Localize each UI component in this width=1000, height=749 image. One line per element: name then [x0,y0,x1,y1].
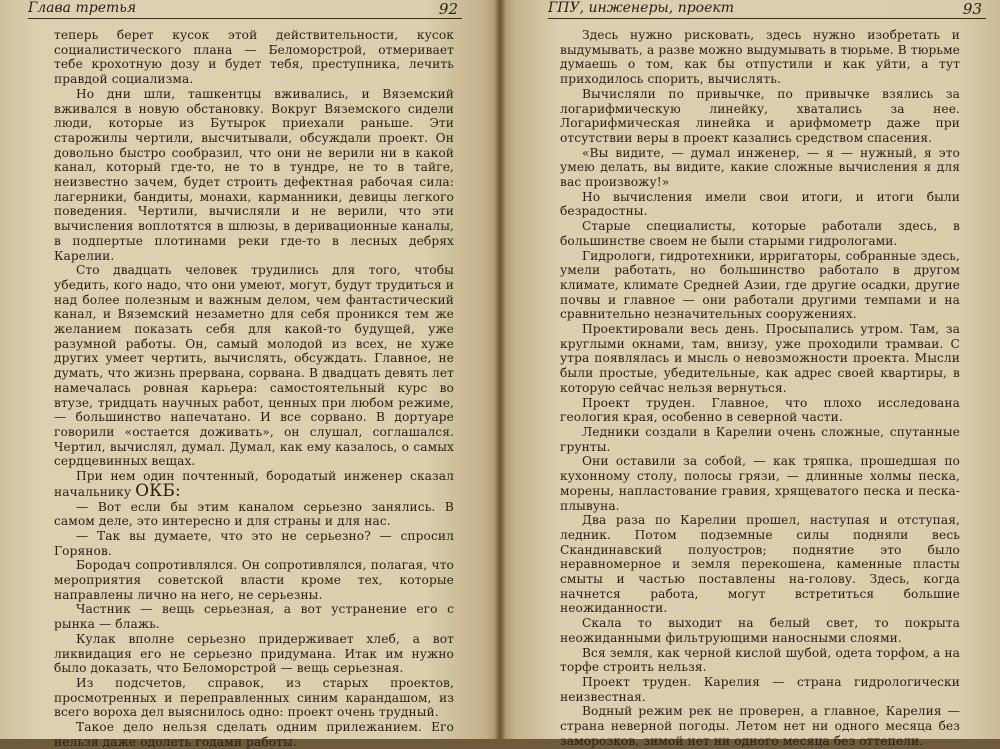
paragraph: — Так вы думаете, что это не серьезно? — спросил Горянов. [54,528,454,558]
right-page-header [548,0,986,19]
right-page-text [560,28,960,748]
left-page-header [28,0,462,19]
right-page [500,0,1000,748]
paragraph: Скала то выходит на белый свет, то покрыта неожиданными фильтрующими наносными слоями. [560,616,960,645]
paragraph: теперь берет кусок этой действительности, кусок социалистического плана — Беломорстрой, отмеривает тебе крохотную дозу и будет тебя, преступника, лечить правдой социализма. [54,28,454,87]
paragraph: Кулак вполне серьезно придерживает хлеб, а вот ликвидация его не серьезно придумана. Итак им нужно было доказать, что Беломорстрой — вещь серьезная. [54,631,454,676]
paragraph: Ледники создали в Карелии очень сложные, спутанные грунты. [560,424,960,454]
okb-word: ОКБ: [135,480,181,501]
okb-intro: При нем один почтенный, бородатый инженер сказал начальнику [54,469,454,499]
paragraph: Проектировали весь день. Просыпались утром. Там, за круглыми окнами, там, внизу, уже проходили трамваи. С утра появлялась и мысль о невозможности проекта. Мысли были простые, убедительные, как адрес своей квартиры, в которую сейчас нельзя вернуться. [560,322,960,395]
paragraph: «Вы видите, — думал инженер, — я — нужный, я это умею делать, вы видите, какие сложные вычисления я для вас произвожу!» [560,145,960,190]
paragraph: Но вычисления имели свои итоги, и итоги были безрадостны. [560,189,960,219]
paragraph: Частник — вещь серьезная, а вот устранение его с рынка — блажь. [54,602,454,632]
left-page-text [54,28,454,749]
paragraph: Из подсчетов, справок, из старых проектов, просмотренных и переправленных синим карандашом, из всего вороха дел выяснилось одно: проект очень трудный. [54,675,454,720]
book-gutter [494,0,506,739]
paragraph: Такое дело нельзя сделать одним прилежанием. Его нельзя даже одолеть годами работы. [54,720,454,749]
paragraph: — Вот если бы этим каналом серьезно занялись. В самом деле, это интересно и для страны и для нас. [54,499,454,529]
paragraph: Гидрологи, гидротехники, ирригаторы, собранные здесь, умели работать, но большинство работало в другом климате, климате Средней Азии, где другие осадки, другие почвы и главное — они работали другими темпами и на сравнительно незначительных сооружениях. [560,248,960,322]
paragraph: Старые специалисты, которые работали здесь, в большинстве своем не были старыми гидрологами. [560,219,960,248]
paragraph: Бородач сопротивлялся. Он сопротивлялся, полагая, что мероприятия советской власти кроме тех, которые направлены лично на него, не серьезны. [54,558,454,602]
running-head-left: Глава третья [28,0,137,16]
paragraph-okb [54,469,454,499]
paragraph: Проект труден. Карелия — страна гидрологически неизвестная. [560,674,960,704]
page-number-left: 92 [438,0,458,18]
paragraph: Они оставили за собой, — как тряпка, прошедшая по кухонному столу, полосы грязи, — длинные холмы песка, морены, напластование гравия, хрящеватого песка и песка-плывуна. [560,454,960,513]
paragraph: Вычисляли по привычке, по привычке взялись за логарифмическую линейку, хватались за нее. Логарифмическая линейка и арифмометр даже при отсутствии веры в проект казались средством спасения. [560,86,960,145]
paragraph: Вся земля, как черной кислой шубой, одета торфом, а на торфе строить нельзя. [560,645,960,675]
running-head-right: ГПУ, инженеры, проект [548,0,735,16]
paragraph: Но дни шли, ташкентцы вживались, и Вяземский вживался в новую обстановку. Вокруг Вяземского сидели люди, которые из Бутырок приехали раньше. Эти старожилы чертили, высчитывали, обсуждали проект. Он довольно быстро сообразил, что они не верили ни в какой канал, который где-то, не то в тундре, не то в тайге, неизвестно зачем, будет строить дефектная рабочая сила: лагерники, бандиты, монахи, карманники, девицы легкого поведения. Чертили, вычисляли и не верили, что эти вычисления воплотятся в шлюзы, в деривационные каналы, в подпертые плотинами реки где-то в лесных дебрях Карелии. [54,86,454,263]
paragraph: Сто двадцать человек трудились для того, чтобы убедить, кого надо, что они умеют, могут, будут трудиться и над более полезным и важным делом, чем фантастический канал, и Вяземский незаметно для себя проникся тем же желанием показать себя для какой-то будущей, уже разумной работы. Он, самый молодой из всех, не хуже других умеет чертить, вычислять, обсуждать. Главное, не думать, что жизнь прервана, сорвана. В двадцать девять лет намечалась ровная карьера: самостоятельный курс во втузе, тридцать научных работ, ценных при любом режиме, — большинство напечатано. И все сорвано. В дортуаре говорили «остается доживать», он слушал, соглашался. Чертил, вычислял, думал. Думал, как ему казалось, о самых сердцевинных вещах. [54,263,454,469]
page-number-right: 93 [962,0,982,18]
paragraph: Здесь нужно рисковать, здесь нужно изобретать и выдумывать, а разве можно выдумывать в тюрьме. В тюрьме думаешь о том, как бы отпустили и как уйти, а тут приходилось спорить, вычислять. [560,28,960,87]
paragraph: Два раза по Карелии прошел, наступая и отступая, ледник. Потом подземные силы подняли весь Скандинавский полуостров; поднятие это было неравномерное и земля перекошена, каменные пласты смыты и частью поставлены на-голову. Здесь, когда начнется работа, могут встретиться большие неожиданности. [560,513,960,616]
paragraph: Водный режим рек не проверен, а главное, Карелия — страна неверной погоды. Летом нет ни одного месяца без заморозков, зимой нет ни одного месяца без оттепели. [560,704,960,748]
paragraph: Проект труден. Главное, что плохо исследована геология края, особенно в северной части. [560,395,960,425]
